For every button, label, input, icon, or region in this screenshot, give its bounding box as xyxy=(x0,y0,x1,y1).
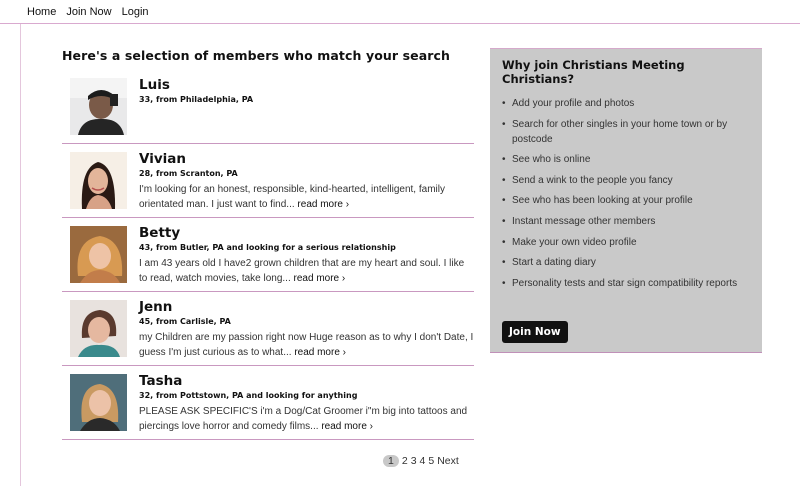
member-name[interactable]: Jenn xyxy=(139,299,173,315)
benefit-item: • Make your own video profile xyxy=(502,235,750,250)
benefit-item: • See who is online xyxy=(502,152,750,167)
member-meta: 33, from Philadelphia, PA xyxy=(139,95,254,104)
member-name[interactable]: Luis xyxy=(139,77,170,93)
member-photo[interactable] xyxy=(70,300,127,357)
member-photo[interactable] xyxy=(70,226,127,283)
benefit-item: • Send a wink to the people you fancy xyxy=(502,173,750,188)
benefit-item: • See who has been looking at your profile xyxy=(502,193,750,208)
member-name[interactable]: Tasha xyxy=(139,373,183,389)
member-name[interactable]: Betty xyxy=(139,225,181,241)
next-page-link[interactable]: Next xyxy=(437,455,459,467)
member-description xyxy=(139,404,474,434)
read-more-link[interactable]: read more › xyxy=(293,273,346,284)
page-link[interactable]: 3 xyxy=(410,455,417,467)
page-link[interactable]: 4 xyxy=(419,455,426,467)
benefit-item: • Add your profile and photos xyxy=(502,96,750,111)
nav-login-link[interactable]: Login xyxy=(121,5,149,18)
member-description-text: I'm looking for an honest, responsible, kind-hearted, intelligent, family orientated man. I just want to find... xyxy=(139,184,445,210)
page-link[interactable]: 2 xyxy=(401,455,408,467)
page-left-border xyxy=(20,24,21,486)
member-photo[interactable] xyxy=(70,78,127,135)
top-nav xyxy=(0,0,800,24)
member-card[interactable] xyxy=(62,366,474,440)
member-photo[interactable] xyxy=(70,374,127,431)
member-photo-image xyxy=(70,226,127,283)
member-meta: 43, from Butler, PA and looking for a serious relationship xyxy=(139,243,396,252)
benefit-item: • Personality tests and star sign compatibility reports xyxy=(502,276,750,291)
member-description xyxy=(139,256,474,286)
member-card[interactable] xyxy=(62,144,474,218)
member-description xyxy=(139,182,474,212)
why-join-title: Why join Christians Meeting Christians? xyxy=(502,58,685,86)
pagination xyxy=(383,455,459,467)
member-description-text: PLEASE ASK SPECIFIC'S i'm a Dog/Cat Groomer i"m big into tattoos and piercings love horror and comedy films... xyxy=(139,406,468,432)
member-card[interactable] xyxy=(62,70,474,144)
member-card[interactable] xyxy=(62,218,474,292)
member-photo-image xyxy=(70,152,127,209)
read-more-link[interactable]: read more › xyxy=(294,347,346,358)
page-link[interactable]: 5 xyxy=(428,455,435,467)
nav-home-link[interactable]: Home xyxy=(27,5,57,18)
page-current: 1 xyxy=(383,455,399,467)
member-photo-image xyxy=(70,78,127,135)
member-description xyxy=(139,330,474,360)
member-photo[interactable] xyxy=(70,152,127,209)
member-name[interactable]: Vivian xyxy=(139,151,186,167)
member-meta: 45, from Carlisle, PA xyxy=(139,317,231,326)
member-description-text: my Children are my passion right now Huge reason as to why I don't Date, I guess I'm just curious as to what... xyxy=(139,332,474,358)
results-title: Here's a selection of members who match your search xyxy=(62,48,451,63)
benefit-item: • Search for other singles in your home town or by postcode xyxy=(502,117,750,147)
join-now-button[interactable]: Join Now xyxy=(502,321,568,343)
why-join-panel xyxy=(490,48,762,353)
member-results-list xyxy=(62,70,474,440)
benefits-list xyxy=(502,96,750,291)
benefit-item: • Instant message other members xyxy=(502,214,750,229)
member-description-text: I am 43 years old I have2 grown children that are my heart and soul. I like to read, watch movies, take long... xyxy=(139,258,465,284)
read-more-link[interactable]: read more › xyxy=(321,421,373,432)
member-meta: 28, from Scranton, PA xyxy=(139,169,238,178)
read-more-link[interactable]: read more › xyxy=(297,199,350,210)
member-meta: 32, from Pottstown, PA and looking for anything xyxy=(139,391,358,400)
member-photo-image xyxy=(70,300,127,357)
benefit-item: • Start a dating diary xyxy=(502,255,750,270)
member-photo-image xyxy=(70,374,127,431)
member-card[interactable] xyxy=(62,292,474,366)
nav-join-now-link[interactable]: Join Now xyxy=(66,5,112,18)
